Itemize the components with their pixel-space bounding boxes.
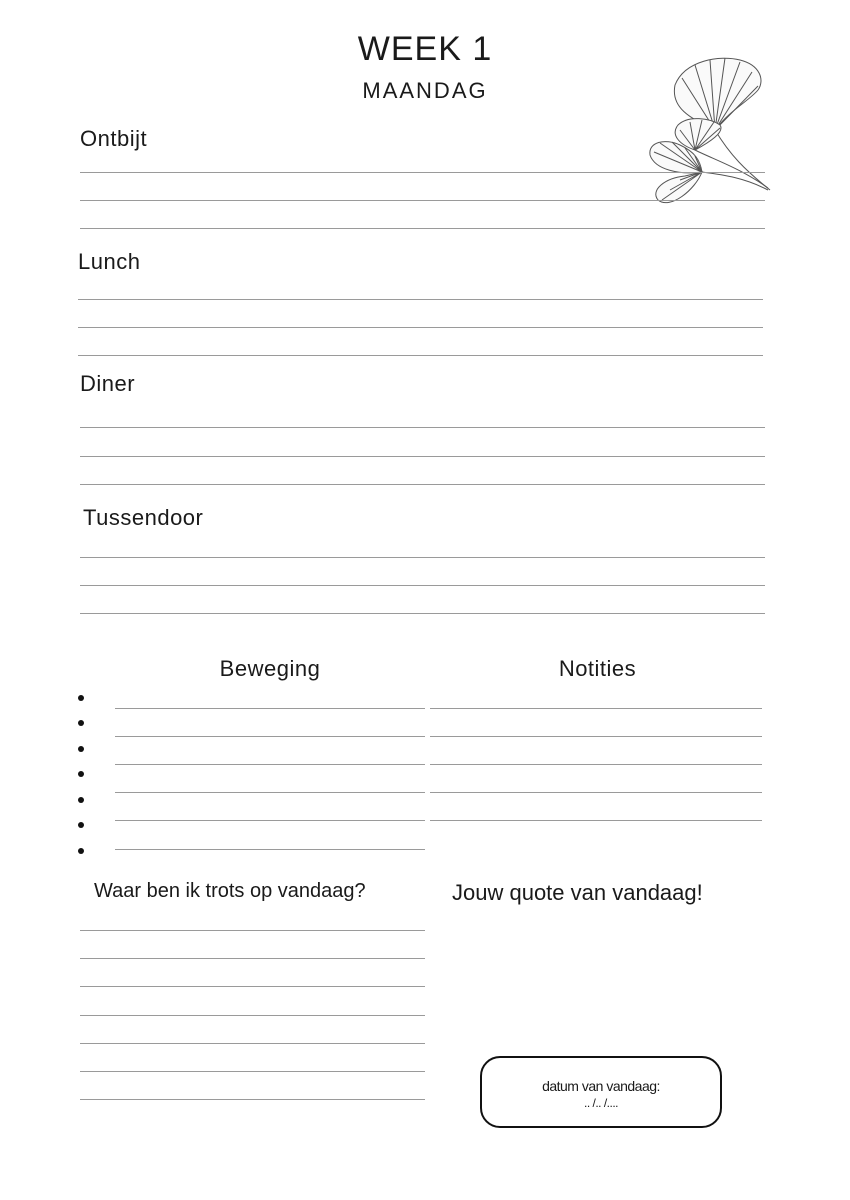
- breakfast-line-1[interactable]: [80, 172, 765, 173]
- proud-line-2[interactable]: [80, 958, 425, 959]
- exercise-bullet: [78, 695, 84, 701]
- notes-line-4[interactable]: [430, 792, 762, 793]
- exercise-line-1[interactable]: [115, 708, 425, 709]
- date-box[interactable]: [480, 1056, 722, 1128]
- proud-title: Waar ben ik trots op vandaag?: [94, 880, 366, 902]
- day-title: MAANDAG: [362, 78, 488, 103]
- exercise-bullet: [78, 720, 84, 726]
- exercise-line-2[interactable]: [115, 736, 425, 737]
- exercise-line-3[interactable]: [115, 764, 425, 765]
- proud-line-4[interactable]: [80, 1015, 425, 1016]
- snacks-label: Tussendoor: [83, 505, 204, 530]
- lunch-line-2[interactable]: [78, 327, 763, 328]
- dinner-line-2[interactable]: [80, 456, 765, 457]
- notes-title: Notities: [558, 656, 637, 681]
- exercise-bullet: [78, 746, 84, 752]
- quote-title: Jouw quote van vandaag!: [452, 880, 703, 905]
- snacks-line-2[interactable]: [80, 585, 765, 586]
- dinner-line-3[interactable]: [80, 484, 765, 485]
- exercise-bullet: [78, 822, 84, 828]
- exercise-bullet: [78, 848, 84, 854]
- lunch-line-1[interactable]: [78, 299, 763, 300]
- lunch-label: Lunch: [78, 249, 141, 274]
- exercise-line-4[interactable]: [115, 792, 425, 793]
- notes-line-2[interactable]: [430, 736, 762, 737]
- page-title: WEEK 1: [357, 30, 493, 68]
- breakfast-line-2[interactable]: [80, 200, 765, 201]
- exercise-title: Beweging: [219, 656, 321, 681]
- exercise-line-6[interactable]: [115, 849, 425, 850]
- breakfast-label: Ontbijt: [80, 126, 148, 151]
- exercise-line-5[interactable]: [115, 820, 425, 821]
- lunch-line-3[interactable]: [78, 355, 763, 356]
- proud-line-7[interactable]: [80, 1099, 425, 1100]
- proud-line-5[interactable]: [80, 1043, 425, 1044]
- proud-line-6[interactable]: [80, 1071, 425, 1072]
- dinner-line-1[interactable]: [80, 427, 765, 428]
- notes-line-5[interactable]: [430, 820, 762, 821]
- proud-line-1[interactable]: [80, 930, 425, 931]
- exercise-bullet: [78, 797, 84, 803]
- breakfast-line-3[interactable]: [80, 228, 765, 229]
- proud-line-3[interactable]: [80, 986, 425, 987]
- exercise-bullet: [78, 771, 84, 777]
- notes-line-1[interactable]: [430, 708, 762, 709]
- date-value[interactable]: .. /.. /....: [583, 1096, 618, 1110]
- date-label: datum van vandaag:: [542, 1078, 660, 1094]
- snacks-line-1[interactable]: [80, 557, 765, 558]
- notes-line-3[interactable]: [430, 764, 762, 765]
- ginkgo-leaves-icon: [640, 50, 775, 222]
- dinner-label: Diner: [80, 371, 136, 396]
- snacks-line-3[interactable]: [80, 613, 765, 614]
